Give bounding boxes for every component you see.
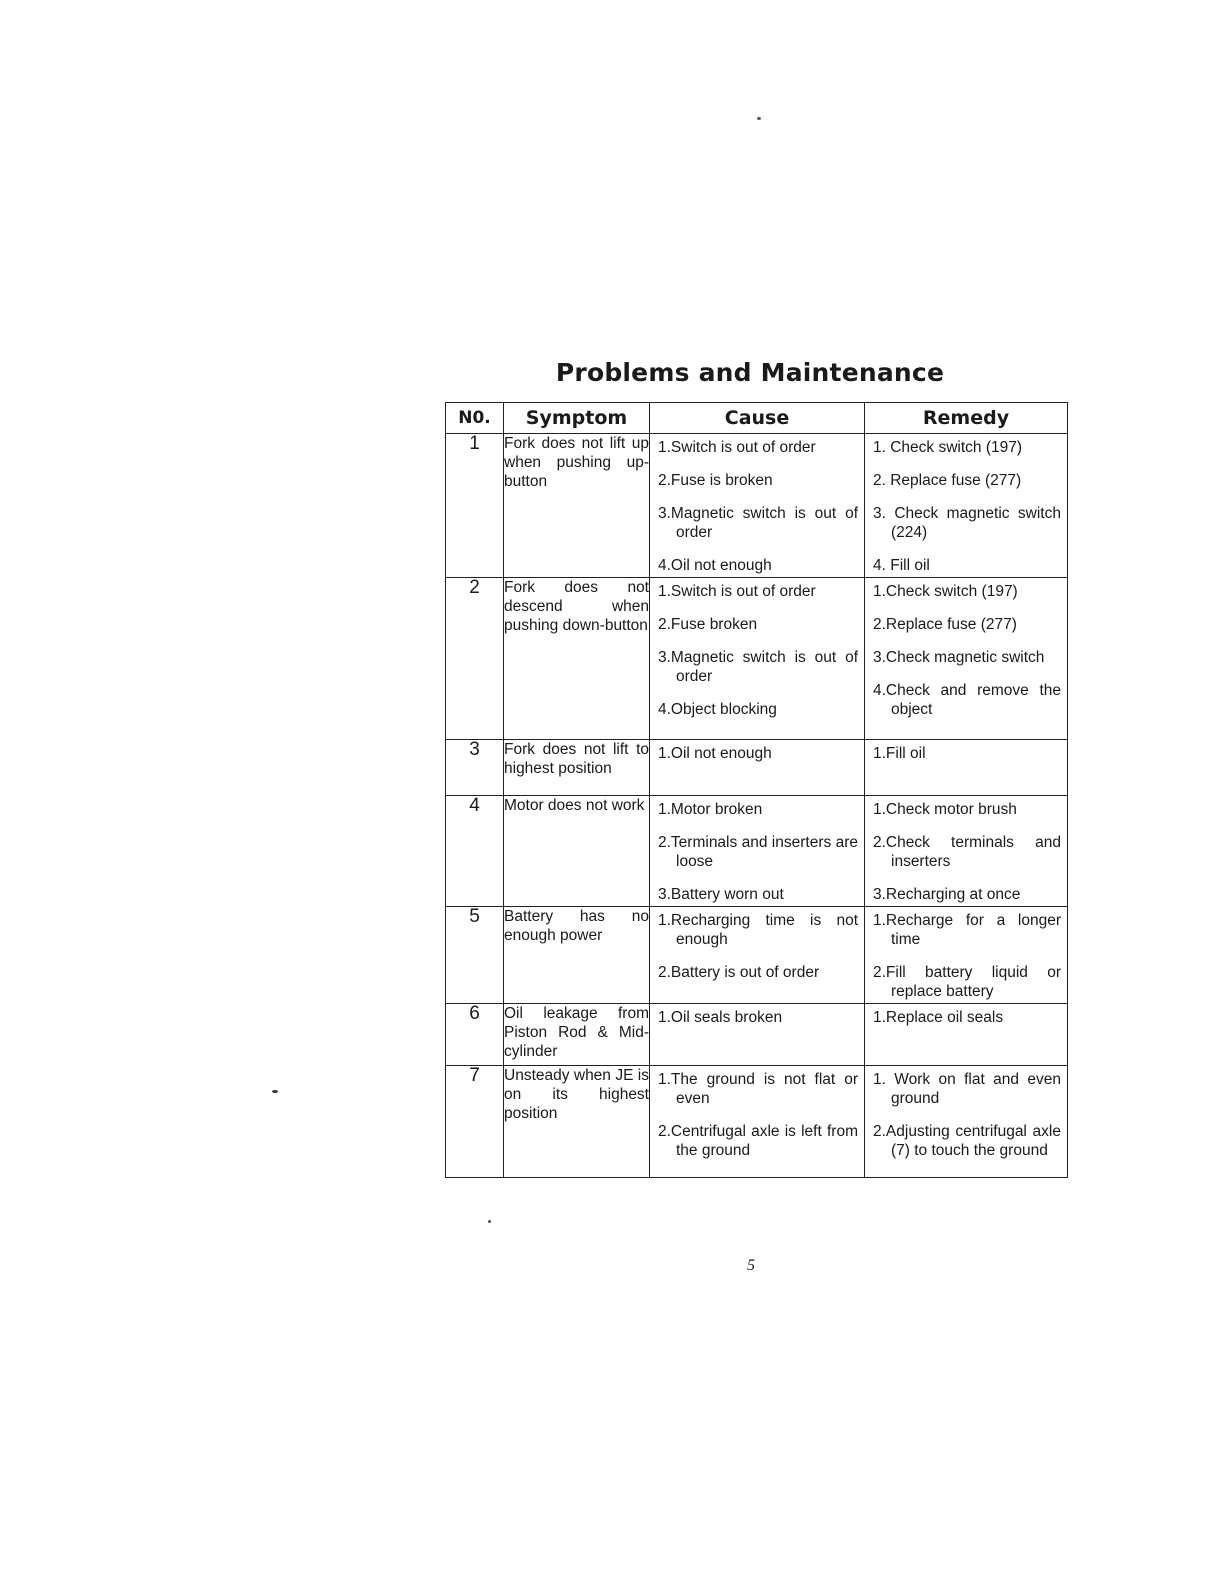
remedy-item: 2.Adjusting centrifugal axle (7) to touch the ground — [873, 1123, 1061, 1159]
cause-item: 1.Switch is out of order — [658, 583, 816, 600]
table-header-row — [446, 403, 1068, 434]
page-title: Problems and Maintenance — [555, 358, 945, 387]
maintenance-table — [445, 402, 1068, 1178]
table-row — [446, 907, 1068, 1004]
row-number: 2 — [446, 578, 504, 740]
cause-item: 1.Recharging time is not enough — [658, 912, 858, 948]
cause-item: 1.The ground is not flat or even — [658, 1071, 858, 1107]
symptom-cell: Fork does not lift to highest position — [504, 740, 650, 796]
cause-item: 2.Centrifugal axle is left from the ground — [658, 1123, 858, 1159]
remedy-item: 1.Check motor brush — [873, 801, 1017, 818]
scan-speck — [488, 1220, 491, 1223]
table-row — [446, 740, 1068, 796]
row-number: 6 — [446, 1004, 504, 1066]
cause-cell — [650, 578, 865, 740]
cause-item: 4.Oil not enough — [658, 557, 772, 574]
symptom-cell: Motor does not work — [504, 796, 650, 907]
cause-item: 2.Battery is out of order — [658, 964, 820, 981]
cause-item: 2.Terminals and inserters are loose — [658, 834, 858, 870]
scan-speck — [272, 1090, 278, 1093]
row-number: 5 — [446, 907, 504, 1004]
symptom-cell: Unsteady when JE is on its highest position — [504, 1066, 650, 1178]
remedy-cell — [865, 1004, 1068, 1066]
cause-item: 4.Object blocking — [658, 701, 777, 718]
remedy-item: 1. Check switch (197) — [873, 439, 1023, 456]
cause-item: 1.Motor broken — [658, 801, 763, 818]
cause-cell — [650, 1004, 865, 1066]
page-number: 5 — [747, 1257, 755, 1274]
cause-item: 2.Fuse broken — [658, 616, 758, 633]
remedy-item: 3.Check magnetic switch — [873, 649, 1045, 666]
symptom-cell: Fork does not descend when pushing down-button — [504, 578, 650, 740]
remedy-item: 1. Work on flat and even ground — [873, 1071, 1061, 1107]
cause-item: 1.Oil not enough — [658, 745, 772, 762]
symptom-cell: Battery has no enough power — [504, 907, 650, 1004]
header-symptom: Symptom — [504, 403, 650, 434]
remedy-item: 3.Recharging at once — [873, 886, 1021, 903]
cause-cell — [650, 740, 865, 796]
remedy-item: 2.Fill battery liquid or replace battery — [873, 964, 1061, 1000]
remedy-item: 4.Check and remove the object — [873, 682, 1061, 718]
remedy-item: 2. Replace fuse (277) — [873, 472, 1022, 489]
cause-cell — [650, 907, 865, 1004]
remedy-cell — [865, 907, 1068, 1004]
header-no: N0. — [446, 403, 504, 434]
table-row — [446, 1004, 1068, 1066]
cause-item: 3.Battery worn out — [658, 886, 784, 903]
table-row — [446, 434, 1068, 578]
header-cause: Cause — [650, 403, 865, 434]
symptom-cell: Oil leakage from Piston Rod & Mid-cylinder — [504, 1004, 650, 1066]
remedy-item: 3. Check magnetic switch (224) — [873, 505, 1061, 541]
remedy-cell — [865, 1066, 1068, 1178]
symptom-cell: Fork does not lift up when pushing up-button — [504, 434, 650, 578]
remedy-cell — [865, 796, 1068, 907]
table-row — [446, 1066, 1068, 1178]
table-row — [446, 796, 1068, 907]
remedy-cell — [865, 740, 1068, 796]
cause-item: 2.Fuse is broken — [658, 472, 773, 489]
cause-item: 3.Magnetic switch is out of order — [658, 649, 858, 685]
cause-cell — [650, 1066, 865, 1178]
row-number: 1 — [446, 434, 504, 578]
cause-cell — [650, 434, 865, 578]
remedy-item: 1.Replace oil seals — [873, 1009, 1004, 1026]
cause-item: 3.Magnetic switch is out of order — [658, 505, 858, 541]
remedy-cell — [865, 434, 1068, 578]
remedy-item: 4. Fill oil — [873, 557, 930, 574]
remedy-item: 1.Fill oil — [873, 745, 926, 762]
scan-speck — [757, 117, 761, 120]
row-number: 7 — [446, 1066, 504, 1178]
cause-item: 1.Switch is out of order — [658, 439, 816, 456]
row-number: 4 — [446, 796, 504, 907]
table-row — [446, 578, 1068, 740]
remedy-cell — [865, 578, 1068, 740]
cause-cell — [650, 796, 865, 907]
remedy-item: 1.Check switch (197) — [873, 583, 1018, 600]
remedy-item: 2.Check terminals and inserters — [873, 834, 1061, 870]
cause-item: 1.Oil seals broken — [658, 1009, 783, 1026]
header-remedy: Remedy — [865, 403, 1068, 434]
row-number: 3 — [446, 740, 504, 796]
remedy-item: 2.Replace fuse (277) — [873, 616, 1017, 633]
remedy-item: 1.Recharge for a longer time — [873, 912, 1061, 948]
